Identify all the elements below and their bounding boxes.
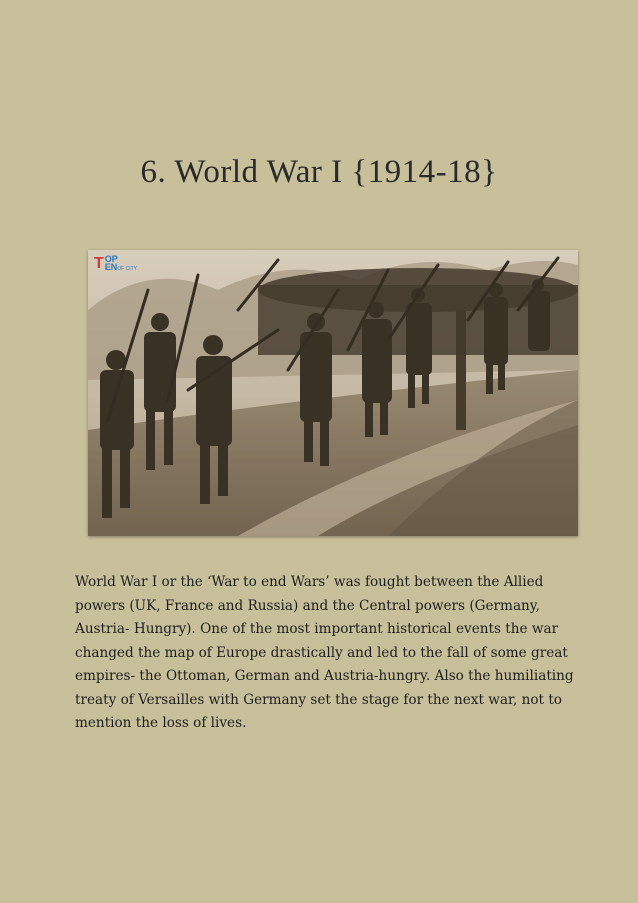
photo-illustration [88,250,578,536]
logo-stack [105,255,137,273]
page-title: 6. World War I {1914-18} [140,154,498,190]
body-paragraph: World War I or the ‘War to end Wars’ was fought between the Allied powers (UK, France and Russia) and the Central powers (Germany, Austria- Hungry). One of the most important historical events the war changed the map of Europe drastically and led to the fall of some great empires- the Ottoman, German and Austria-hungry. Also the humiliating treaty of Versailles with Germany set the stage for the next war, not to mention the loss of lives. [75,574,574,731]
photo-watermark-logo [94,256,137,272]
logo-bottom-text: ENOF CITY [104,262,138,272]
logo-top-text: OP [104,254,118,264]
logo-t-letter: T [94,255,104,272]
logo-suffix-text: OF CITY [117,266,138,272]
soldiers-marching-photo [88,250,578,536]
